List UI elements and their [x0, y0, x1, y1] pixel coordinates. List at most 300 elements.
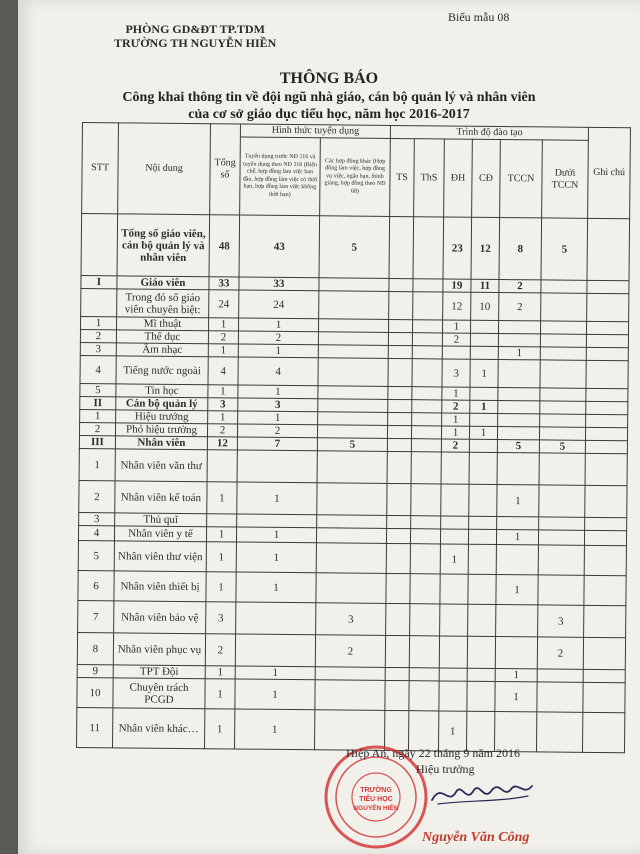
cell-cd: 10 — [471, 292, 499, 320]
cell-ht1 — [236, 602, 316, 635]
cell-total: 1 — [208, 411, 238, 424]
cell-cd — [470, 333, 498, 346]
cell-ht2 — [318, 412, 388, 426]
cell-note — [586, 347, 628, 360]
cell-tccn — [497, 427, 539, 440]
cell-total: 1 — [206, 572, 236, 602]
cell-duoi: 3 — [538, 605, 584, 637]
cell-dh: 2 — [442, 400, 470, 413]
cell-ts — [386, 543, 410, 573]
cell-note — [584, 605, 626, 637]
cell-tccn — [498, 414, 540, 427]
cell-ths — [410, 544, 440, 574]
cell-ht1 — [237, 514, 317, 528]
cell-ht1: 2 — [238, 331, 318, 345]
cell-note — [586, 401, 628, 414]
cell-content: Tổng số giáo viên, cán bộ quản lý và nhân viên — [117, 214, 210, 277]
handwritten-signature — [428, 776, 538, 812]
cell-ts — [385, 635, 409, 667]
header-tccn: TCCN — [500, 140, 543, 218]
cell-ts — [386, 603, 410, 635]
cell-ts — [388, 399, 412, 412]
cell-total: 1 — [205, 679, 235, 709]
cell-ths — [410, 604, 440, 636]
cell-content: Nhân viên phục vụ — [113, 633, 205, 666]
cell-ht2 — [316, 573, 386, 604]
cell-ht1: 7 — [237, 437, 317, 451]
cell-cd — [468, 574, 496, 604]
cell-dh: 1 — [441, 426, 469, 439]
cell-stt: 2 — [79, 422, 115, 435]
cell-stt: 5 — [78, 540, 114, 570]
header-ths: ThS — [414, 139, 445, 217]
cell-dh — [441, 452, 469, 484]
cell-duoi — [540, 360, 586, 388]
cell-ts — [385, 667, 409, 680]
cell-dh: 1 — [442, 413, 470, 426]
cell-duoi — [539, 427, 585, 440]
cell-content: Mĩ thuật — [117, 317, 209, 331]
cell-dh: 1 — [440, 544, 468, 574]
document-title: THÔNG BÁO — [279, 70, 379, 87]
cell-note — [586, 334, 628, 347]
cell-total: 1 — [206, 542, 236, 572]
cell-ht1: 43 — [239, 215, 320, 278]
cell-dh: 3 — [442, 359, 470, 387]
table-row — [77, 632, 625, 669]
header-recruitment-form: Hình thức tuyển dụng — [240, 124, 390, 138]
cell-duoi — [539, 453, 585, 485]
header-content: Nội dung — [118, 123, 211, 215]
cell-note — [585, 517, 627, 530]
cell-ht1: 1 — [237, 482, 317, 515]
cell-tccn — [498, 360, 540, 388]
cell-note — [583, 682, 625, 712]
cell-content: Nhân viên — [115, 436, 207, 450]
cell-ht2 — [319, 278, 389, 292]
cell-stt: 4 — [78, 525, 114, 540]
cell-duoi — [540, 414, 586, 427]
cell-note — [586, 388, 628, 401]
cell-content: Trong đó số giáo viên chuyên biệt: — [117, 289, 209, 318]
cell-ht1: 1 — [238, 411, 318, 425]
cell-ht2 — [315, 667, 385, 681]
cell-content: Tiếng nước ngoài — [116, 356, 208, 385]
cell-ts — [385, 680, 409, 710]
cell-total: 2 — [207, 424, 237, 437]
cell-ts — [388, 345, 412, 358]
cell-stt: III — [79, 435, 115, 448]
cell-content: TPT Đội — [113, 665, 205, 679]
cell-stt: 11 — [76, 707, 112, 747]
org-line-1: PHÒNG GD&ĐT TP.TDM — [125, 22, 265, 36]
cell-duoi: 2 — [537, 637, 583, 669]
cell-ht1: 33 — [239, 277, 319, 291]
cell-ht1: 1 — [238, 344, 318, 358]
cell-ht2 — [315, 680, 385, 711]
cell-ht2 — [318, 332, 388, 346]
cell-ths — [412, 346, 442, 359]
cell-cd: 1 — [470, 400, 498, 413]
header-stt: STT — [82, 123, 119, 214]
cell-ht1: 1 — [236, 572, 316, 603]
cell-cd: 1 — [469, 426, 497, 439]
cell-cd — [467, 668, 495, 681]
cell-ht2: 5 — [319, 216, 390, 279]
place-and-date: Hiệp An, ngày 22 tháng 9 năm 2016 — [346, 746, 520, 760]
cell-total: 1 — [206, 527, 236, 542]
cell-content: Thủ quĩ — [115, 513, 207, 527]
cell-cd — [470, 387, 498, 400]
cell-note — [585, 485, 627, 517]
cell-note — [586, 414, 628, 427]
cell-tccn: 1 — [498, 347, 540, 360]
cell-ts — [388, 358, 412, 386]
cell-total: 3 — [208, 398, 238, 411]
cell-content: Phó hiệu trưởng — [115, 423, 207, 437]
cell-total: 24 — [209, 290, 239, 318]
header-recruitment-nd116: Tuyển dụng trước NĐ 116 và tuyển dụng theo NĐ 116 (Biên chế, hợp đồng làm việc ban đầu, hợp đồng làm việc có thời hạn, hợp đồng làm việc không thời hạn) — [240, 137, 321, 216]
cell-ht2: 5 — [317, 438, 387, 452]
cell-cd — [470, 346, 498, 359]
cell-ts — [388, 386, 412, 399]
table-row — [79, 480, 627, 517]
cell-cd — [469, 452, 497, 484]
cell-tccn: 1 — [496, 529, 538, 544]
cell-total: 1 — [205, 666, 235, 679]
cell-ts — [386, 573, 410, 603]
cell-note — [585, 453, 627, 485]
cell-ht1: 4 — [238, 357, 318, 386]
cell-content: Chuyên trách PCGD — [113, 678, 205, 709]
cell-total: 1 — [204, 709, 234, 749]
cell-total: 1 — [208, 385, 238, 398]
cell-ths — [410, 574, 440, 604]
cell-tccn: 1 — [496, 574, 538, 604]
cell-note — [587, 280, 629, 293]
cell-tccn — [497, 516, 539, 529]
header-dh: ĐH — [444, 139, 473, 217]
cell-ths — [411, 426, 441, 439]
cell-dh: 2 — [441, 439, 469, 452]
cell-stt: I — [81, 275, 117, 288]
cell-note — [584, 545, 626, 575]
cell-ht2 — [317, 451, 387, 484]
cell-ths — [412, 387, 442, 400]
cell-ths — [413, 279, 443, 292]
cell-cd — [467, 681, 495, 711]
cell-cd — [469, 484, 497, 516]
cell-duoi — [541, 280, 587, 293]
cell-ths — [411, 484, 441, 516]
cell-dh — [441, 516, 469, 529]
cell-total: 4 — [208, 357, 238, 385]
cell-note — [586, 360, 628, 388]
cell-ths — [409, 681, 439, 711]
cell-ht2 — [317, 425, 387, 439]
cell-cd — [470, 413, 498, 426]
header-notes: Ghi chú — [588, 127, 631, 218]
cell-ths — [409, 668, 439, 681]
cell-ts — [389, 319, 413, 332]
cell-dh — [440, 604, 468, 636]
cell-total — [207, 514, 237, 527]
cell-content: Âm nhạc — [116, 343, 208, 357]
cell-ts — [386, 528, 410, 543]
cell-cd — [468, 544, 496, 574]
cell-cd — [468, 529, 496, 544]
cell-dh: 1 — [438, 711, 466, 751]
cell-tccn: 1 — [497, 485, 539, 517]
cell-total: 33 — [209, 277, 239, 290]
cell-duoi — [539, 517, 585, 530]
cell-note — [586, 427, 628, 440]
signer-name: Nguyễn Văn Công — [422, 830, 530, 845]
cell-content: Nhân viên y tế — [114, 526, 206, 542]
cell-note — [587, 321, 629, 334]
cell-note — [583, 712, 625, 752]
cell-note — [583, 637, 625, 669]
form-label: Biểu mẫu 08 — [448, 10, 510, 24]
header-below-tccn: Dưới TCCN — [542, 140, 589, 218]
cell-duoi — [541, 293, 587, 321]
cell-ht2 — [317, 483, 387, 516]
cell-total: 48 — [209, 215, 240, 277]
cell-duoi: 5 — [541, 218, 588, 280]
cell-ht2: 2 — [315, 635, 385, 668]
cell-dh: 1 — [442, 387, 470, 400]
header-qualification: Trình độ đào tạo — [390, 125, 588, 140]
cell-ths — [412, 400, 442, 413]
svg-text:TIỂU HỌC: TIỂU HỌC — [359, 796, 393, 803]
cell-note — [585, 530, 627, 545]
cell-tccn — [498, 334, 540, 347]
cell-ts — [388, 412, 412, 425]
cell-total: 2 — [208, 331, 238, 344]
cell-stt: 1 — [79, 448, 115, 480]
cell-stt: 2 — [79, 480, 115, 512]
cell-tccn — [495, 636, 537, 668]
cell-stt: 3 — [80, 342, 116, 355]
cell-note — [587, 218, 630, 280]
cell-ts — [387, 438, 411, 451]
cell-duoi — [540, 334, 586, 347]
cell-cd: 1 — [470, 359, 498, 387]
cell-ts — [387, 483, 411, 515]
cell-ht2 — [318, 386, 388, 400]
cell-content: Nhân viên thư viện — [114, 541, 206, 572]
cell-tccn: 2 — [499, 280, 541, 293]
cell-ht2 — [318, 319, 388, 333]
cell-dh — [442, 346, 470, 359]
cell-content: Hiệu trưởng — [116, 410, 208, 424]
cell-stt: 10 — [77, 677, 113, 707]
cell-ht1 — [235, 634, 315, 667]
cell-ths — [411, 439, 441, 452]
cell-ths — [409, 636, 439, 668]
cell-ths — [412, 333, 442, 346]
cell-ths — [413, 217, 444, 279]
cell-dh — [441, 484, 469, 516]
cell-stt: II — [80, 396, 116, 409]
cell-ht1: 2 — [237, 424, 317, 438]
svg-text:NGUYỄN HIỀN: NGUYỄN HIỀN — [353, 805, 399, 812]
table-row — [81, 214, 630, 281]
cell-ths — [413, 292, 443, 320]
cell-content: Giáo viên — [117, 276, 209, 290]
cell-cd — [469, 516, 497, 529]
cell-content: Tin học — [116, 384, 208, 398]
cell-ht2 — [318, 345, 388, 359]
cell-ht1: 1 — [236, 542, 316, 573]
cell-ht1: 1 — [239, 318, 319, 332]
document-page — [18, 0, 640, 854]
cell-dh — [440, 529, 468, 544]
cell-stt — [81, 214, 118, 276]
header-cd: CĐ — [472, 139, 501, 217]
cell-tccn: 5 — [497, 440, 539, 453]
cell-cd — [469, 439, 497, 452]
cell-duoi — [541, 321, 587, 334]
cell-stt: 8 — [77, 632, 113, 664]
cell-ts — [387, 451, 411, 483]
cell-stt — [81, 288, 117, 316]
cell-duoi — [539, 485, 585, 517]
cell-ts — [387, 515, 411, 528]
table-row — [78, 600, 626, 637]
cell-total: 3 — [206, 602, 236, 634]
issuing-organization — [114, 22, 276, 50]
cell-stt: 9 — [77, 664, 113, 677]
cell-ths — [410, 529, 440, 544]
cell-ht1: 3 — [238, 398, 318, 412]
cell-dh: 12 — [443, 292, 471, 320]
org-line-2: TRƯỜNG TH NGUYỄN HIỀN — [114, 36, 277, 50]
document-subtitle-line-2: của cơ sở giáo dục tiểu học, năm học 2016-2017 — [188, 107, 470, 122]
table-row — [79, 448, 627, 485]
cell-tccn: 8 — [499, 218, 542, 280]
cell-ht2 — [316, 528, 386, 544]
cell-ths — [411, 452, 441, 484]
cell-ht2 — [317, 515, 387, 529]
cell-dh — [439, 636, 467, 668]
cell-ths — [411, 516, 441, 529]
staff-table-body — [76, 214, 629, 753]
document-subtitle-line-1: Công khai thông tin về đội ngũ nhà giáo, cán bộ quản lý và nhân viên — [122, 90, 536, 105]
cell-total: 12 — [207, 437, 237, 450]
cell-ht2 — [319, 291, 389, 320]
cell-duoi — [540, 388, 586, 401]
cell-dh — [439, 668, 467, 681]
cell-content: Nhân viên khác… — [112, 708, 204, 749]
cell-stt: 2 — [80, 329, 116, 342]
cell-ths — [412, 413, 442, 426]
cell-duoi — [537, 682, 583, 712]
cell-cd — [471, 320, 499, 333]
cell-ht1: 1 — [236, 527, 316, 543]
cell-ths — [412, 359, 442, 387]
signer-role: Hiệu trưởng — [416, 762, 475, 776]
cell-dh: 23 — [443, 217, 472, 279]
cell-total: 2 — [205, 634, 235, 666]
cell-duoi: 5 — [539, 440, 585, 453]
cell-total: 1 — [207, 482, 237, 514]
cell-content: Nhân viên kế toán — [115, 481, 207, 514]
cell-ts — [389, 216, 414, 278]
cell-stt: 3 — [79, 512, 115, 525]
cell-ht1: 24 — [239, 290, 319, 319]
cell-note — [585, 440, 627, 453]
cell-dh: 19 — [443, 279, 471, 292]
cell-ts — [388, 332, 412, 345]
svg-text:TRƯỜNG: TRƯỜNG — [360, 787, 392, 794]
cell-ht2 — [316, 543, 386, 574]
cell-total — [207, 450, 237, 482]
cell-duoi — [536, 712, 582, 752]
cell-tccn — [497, 453, 539, 485]
cell-content: Nhân viên thiết bị — [114, 571, 206, 602]
cell-tccn — [498, 401, 540, 414]
cell-ht2: 3 — [316, 603, 386, 636]
cell-tccn: 1 — [495, 681, 537, 711]
cell-total: 1 — [208, 344, 238, 357]
header-recruitment-other: Các hợp đồng khác (Hợp đồng làm việc, hợp đồng vụ việc, ngắn hạn, thỉnh giảng, hợp đồng theo NĐ 68) — [320, 138, 391, 217]
cell-ht2 — [318, 399, 388, 413]
cell-content: Nhân viên bảo vệ — [114, 601, 206, 634]
cell-stt: 6 — [78, 570, 114, 600]
cell-ts — [389, 278, 413, 291]
cell-note — [584, 575, 626, 605]
staff-table — [76, 122, 631, 753]
cell-duoi — [540, 401, 586, 414]
cell-stt: 1 — [80, 409, 116, 422]
cell-ht1: 1 — [235, 679, 315, 710]
cell-stt: 4 — [80, 355, 116, 383]
cell-content: Nhân viên văn thư — [115, 449, 207, 482]
cell-duoi — [538, 545, 584, 575]
cell-dh: 1 — [443, 320, 471, 333]
cell-ts — [387, 425, 411, 438]
cell-cd: 12 — [471, 217, 500, 279]
cell-note — [587, 293, 629, 321]
cell-cd: 11 — [471, 279, 499, 292]
cell-content: Cán bộ quản lý — [116, 397, 208, 411]
cell-note — [583, 669, 625, 682]
cell-duoi — [538, 530, 584, 545]
cell-total: 1 — [209, 318, 239, 331]
cell-stt: 7 — [78, 600, 114, 632]
cell-stt: 1 — [81, 316, 117, 329]
cell-stt: 5 — [80, 383, 116, 396]
cell-ht1: 1 — [238, 385, 318, 399]
cell-duoi — [537, 669, 583, 682]
cell-duoi — [538, 575, 584, 605]
cell-ts — [389, 291, 413, 319]
cell-dh — [440, 574, 468, 604]
cell-dh — [439, 681, 467, 711]
cell-tccn — [496, 604, 538, 636]
cell-ht1: 1 — [234, 709, 314, 750]
cell-cd — [467, 636, 495, 668]
cell-ht2 — [318, 358, 388, 387]
cell-ths — [413, 320, 443, 333]
header-ts: TS — [390, 138, 415, 216]
cell-dh: 2 — [442, 333, 470, 346]
header-total: Tổng số — [210, 124, 241, 215]
cell-tccn: 1 — [495, 668, 537, 681]
cell-tccn — [499, 321, 541, 334]
cell-tccn: 2 — [499, 293, 541, 321]
